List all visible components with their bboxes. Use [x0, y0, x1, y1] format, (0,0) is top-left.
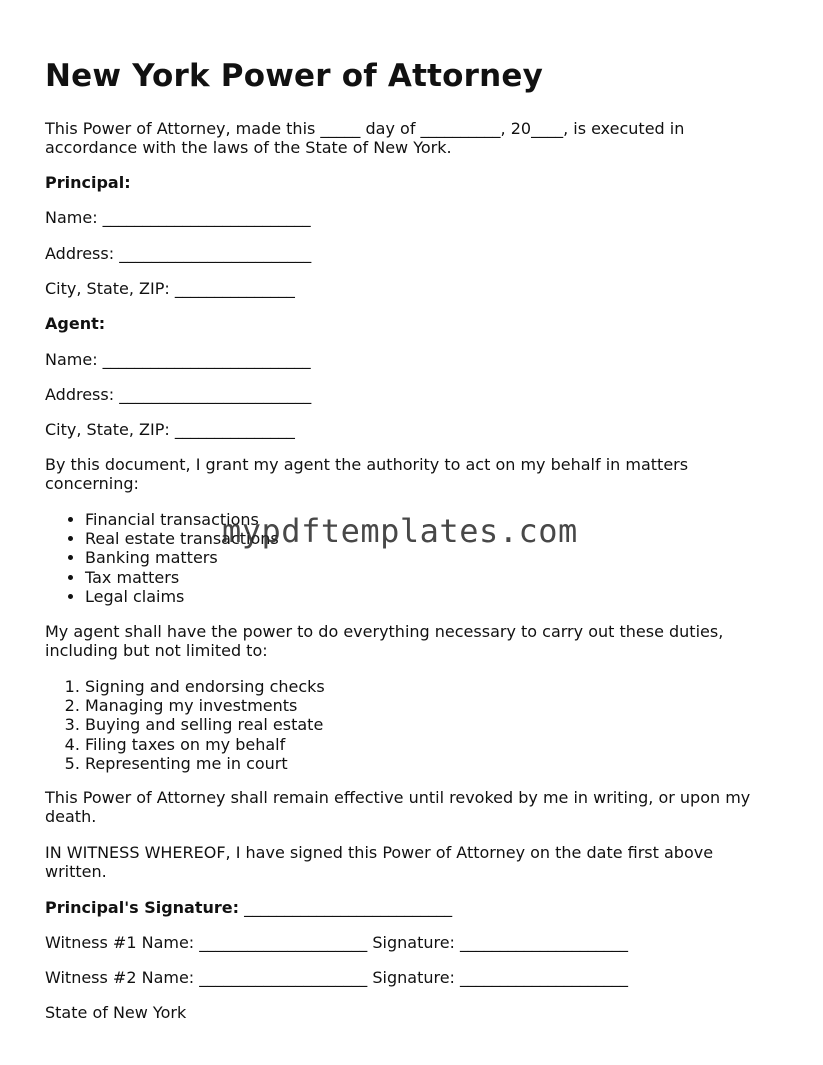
- intro-paragraph: This Power of Attorney, made this _____ day of __________, 20____, is executed in accordance with the laws of the State of New York.: [45, 119, 685, 157]
- witness-2-line: Witness #2 Name: _____________________ Signature: _____________________: [45, 968, 629, 987]
- list-item: • Real estate transactions: [85, 529, 279, 548]
- grant-paragraph: By this document, I grant my agent the authority to act on my behalf in matters concerning:: [45, 455, 689, 493]
- agent-address-field: Address: ________________________: [45, 385, 312, 404]
- list-item: • Financial transactions: [85, 510, 279, 529]
- agent-heading: Agent:: [45, 314, 106, 333]
- principal-name-field: Name: __________________________: [45, 208, 311, 227]
- list-item: 3. Buying and selling real estate: [85, 715, 325, 734]
- principal-signature-blank: __________________________: [244, 898, 453, 917]
- agent-city-field: City, State, ZIP: _______________: [45, 420, 295, 439]
- list-item: 1. Signing and endorsing checks: [85, 677, 325, 696]
- principal-signature-line: [45, 898, 452, 917]
- watermark-text: mypdftemplates.com: [222, 512, 578, 550]
- list-item: • Legal claims: [85, 587, 279, 606]
- agent-name-field: Name: __________________________: [45, 350, 311, 369]
- witness-1-line: Witness #1 Name: _____________________ Signature: _____________________: [45, 933, 629, 952]
- powers-list: [85, 677, 325, 773]
- page-title: New York Power of Attorney: [45, 58, 544, 94]
- list-item: 2. Managing my investments: [85, 696, 325, 715]
- principal-address-field: Address: ________________________: [45, 244, 312, 263]
- effective-paragraph: This Power of Attorney shall remain effective until revoked by me in writing, or upon my death.: [45, 788, 751, 826]
- list-item: • Banking matters: [85, 548, 279, 567]
- list-item: 5. Representing me in court: [85, 754, 325, 773]
- notary-state: State of New York: [45, 1003, 187, 1022]
- list-item: 4. Filing taxes on my behalf: [85, 735, 325, 754]
- list-item: • Tax matters: [85, 568, 279, 587]
- principal-heading: Principal:: [45, 173, 131, 192]
- powers-paragraph: My agent shall have the power to do everything necessary to carry out these duties, including but not limited to:: [45, 622, 724, 660]
- witness-paragraph: IN WITNESS WHEREOF, I have signed this Power of Attorney on the date first above written.: [45, 843, 714, 881]
- principal-signature-label: Principal's Signature:: [45, 898, 240, 917]
- principal-city-field: City, State, ZIP: _______________: [45, 279, 295, 298]
